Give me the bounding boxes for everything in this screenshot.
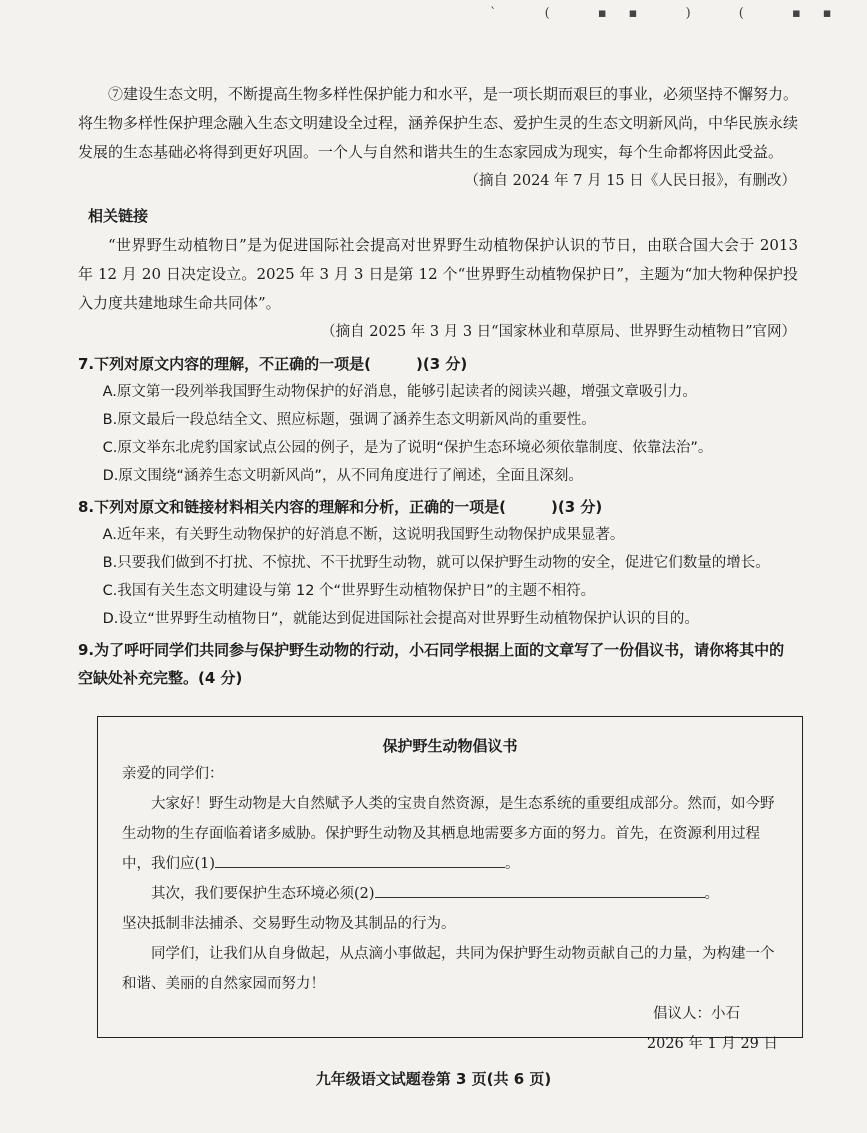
proposal-paragraph-1 — [122, 789, 778, 879]
proposal-title: 保护野生动物倡议书 — [382, 737, 518, 755]
proposal-paragraph-2 — [122, 879, 778, 909]
question-8-option-d: D.设立“世界野生动植物日”，就能达到促进国际社会提高对世界野生动植物保护认识的目的。 — [102, 611, 699, 627]
proposal-date: 2026 年 1 月 29 日 — [646, 1036, 778, 1052]
main-content — [78, 80, 798, 692]
proposal-paragraph-3: 同学们，让我们从自身做起，从点滴小事做起，共同为保护野生动物贡献自己的力量，为构建一个和谐、美丽的自然家园而努力！ — [122, 946, 775, 992]
question-8 — [78, 493, 798, 633]
passage-paragraph-7: ⑦建设生态文明，不断提高生物多样性保护能力和水平，是一项长期而艰巨的事业，必须坚持不懈努力。将生物多样性保护理念融入生态文明建设全过程，涵养保护生态、爱护生灵的生态文明新风尚，中华民族永续发展的生态基础必将得到更好巩固。一个人与自然和谐共生的生态家园成为现实，每个生命都将因此受益。 — [78, 85, 799, 161]
question-7-option-b: B.原文最后一段总结全文、照应标题，强调了涵养生态文明新风尚的重要性。 — [102, 412, 596, 428]
proposal-paragraph-1-text: 大家好！野生动物是大自然赋予人类的宝贵自然资源，是生态系统的重要组成部分。然而，如今野生动物的生存面临着诸多威胁。保护野生动物及其栖息地需要多方面的努力。首先，在资源利用过程中，我们应(1) — [122, 796, 775, 872]
question-8-option-b: B.只要我们做到不打扰、不惊扰、不干扰野生动物，就可以保护野生动物的安全，促进它们数量的增长。 — [102, 555, 770, 571]
question-9 — [78, 636, 798, 692]
question-7-stem: 7.下列对原文内容的理解，不正确的一项是( )(3 分) — [78, 355, 468, 373]
question-8-option-c: C.我国有关生态文明建设与第 12 个“世界野生动植物保护日”的主题不相符。 — [102, 583, 596, 599]
question-8-option-a: A.近年来，有关野生动物保护的好消息不断，这说明我国野生动物保护成果显著。 — [102, 527, 625, 543]
blank-2-line[interactable] — [375, 883, 705, 898]
link-heading: 相关链接 — [88, 207, 149, 225]
link-source: （摘自 2025 年 3 月 3 日“国家林业和草原局、世界野生动植物日”官网） — [321, 324, 796, 340]
proposal-paragraph-2-end: 坚决抵制非法捕杀、交易野生动物及其制品的行为。 — [122, 916, 456, 932]
blank-1-line[interactable] — [215, 853, 505, 868]
question-8-stem: 8.下列对原文和链接材料相关内容的理解和分析，正确的一项是( )(3 分) — [78, 498, 603, 516]
question-7 — [78, 350, 798, 490]
proposal-signer: 倡议人：小石 — [653, 1006, 740, 1022]
proposal-period-2: 。 — [704, 886, 720, 902]
question-7-option-a: A.原文第一段列举我国野生动物保护的好消息，能够引起读者的阅读兴趣，增强文章吸引力。 — [102, 384, 697, 400]
link-text: “世界野生动植物日”是为促进国际社会提高对世界野生动植物保护认识的节日，由联合国大会于 2013 年 12 月 20 日决定设立。2025 年 3 月 3 日是第 12 个“世界野生动植物保护日”，主题为“加大物种保护投入力度共建地球生命共同体”。 — [78, 236, 798, 312]
proposal-period-1: 。 — [505, 856, 520, 872]
proposal-paragraph-2-text: 其次，我们要保护生态环境必须(2) — [151, 886, 375, 902]
page-footer: 九年级语文试题卷第 3 页(共 6 页) — [315, 1070, 552, 1088]
question-7-option-c: C.原文举东北虎豹国家试点公园的例子，是为了说明“保护生态环境必须依靠制度、依靠法治”。 — [102, 440, 713, 456]
question-9-stem: 9.为了呼吁同学们共同参与保护野生动物的行动，小石同学根据上面的文章写了一份倡议书，请你将其中的空缺处补充完整。(4 分) — [78, 641, 785, 687]
passage-source: （摘自 2024 年 7 月 15 日《人民日报》，有删改） — [464, 173, 796, 189]
proposal-box — [97, 716, 803, 1052]
question-7-option-d: D.原文围绕“涵养生态文明新风尚”，从不同角度进行了阐述，全面且深刻。 — [102, 468, 583, 484]
proposal-greeting: 亲爱的同学们： — [122, 766, 224, 782]
scan-artifact-marks: ` ( ▪▪ ) ( ▪▪ — [490, 6, 854, 21]
